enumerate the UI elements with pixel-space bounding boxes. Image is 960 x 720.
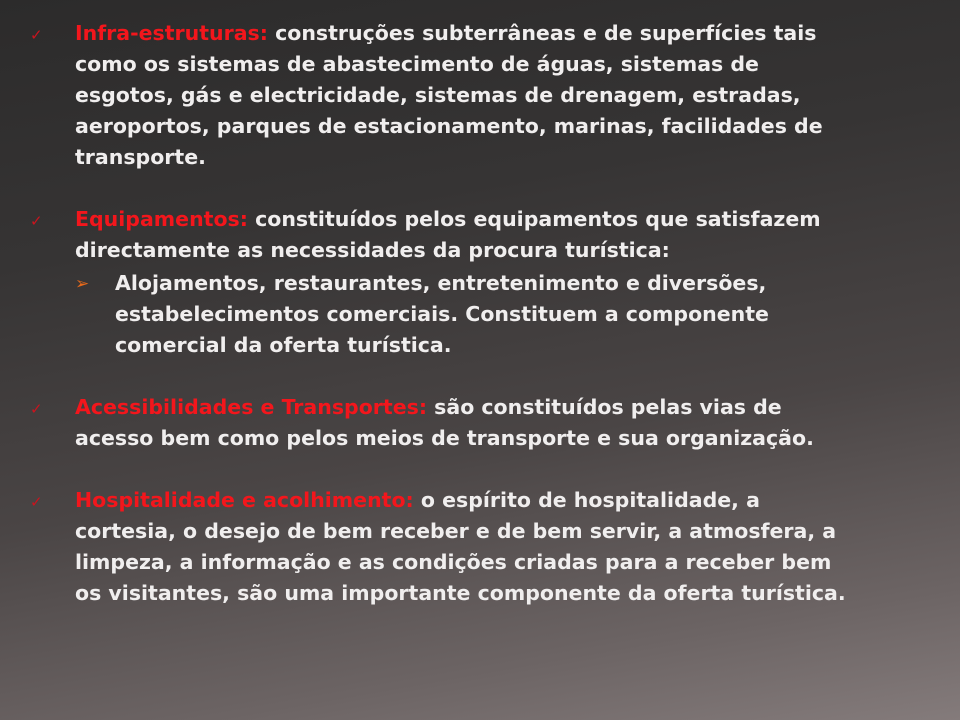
checkmark-icon: ✓ xyxy=(30,212,43,230)
checkmark-icon: ✓ xyxy=(30,26,43,44)
sub-bullet-text: Alojamentos, restaurantes, entretenimento e diversões, estabelecimentos comerciais. Constituem a componente comercial da oferta turística. xyxy=(115,271,769,357)
bullet-text: construções subterrâneas e de superfícies tais como os sistemas de abastecimento de águas, sistemas de esgotos, gás e electricidade, sistemas de drenagem, estradas, aeroportos, parques de estacionamento, marinas, facilidades de transporte. xyxy=(75,21,823,169)
bullet-item-equipamentos xyxy=(30,204,860,361)
bullet-text: constituídos pelos equipamentos que satisfazem directamente as necessidades da procura turística: xyxy=(75,207,821,262)
checkmark-icon: ✓ xyxy=(30,400,43,418)
bullet-text: são constituídos pelas vias de acesso bem como pelos meios de transporte e sua organização. xyxy=(75,395,814,450)
bullet-item-hospitalidade xyxy=(30,485,860,609)
sub-bullet-item xyxy=(75,268,860,361)
arrow-bullet-icon: ➢ xyxy=(75,274,90,294)
bullet-heading: Acessibilidades e Transportes: xyxy=(75,395,428,419)
bullet-text: o espírito de hospitalidade, a cortesia, o desejo de bem receber e de bem servir, a atmosfera, a limpeza, a informação e as condições criadas para a receber bem os visitantes, são uma importante componente da oferta turística. xyxy=(75,488,846,605)
checkmark-icon: ✓ xyxy=(30,493,43,511)
bullet-item-acessibilidades xyxy=(30,392,860,454)
bullet-heading: Infra-estruturas: xyxy=(75,21,268,45)
bullet-heading: Equipamentos: xyxy=(75,207,248,231)
bullet-heading: Hospitalidade e acolhimento: xyxy=(75,488,414,512)
bullet-list xyxy=(30,18,860,640)
bullet-item-infraestruturas xyxy=(30,18,860,173)
